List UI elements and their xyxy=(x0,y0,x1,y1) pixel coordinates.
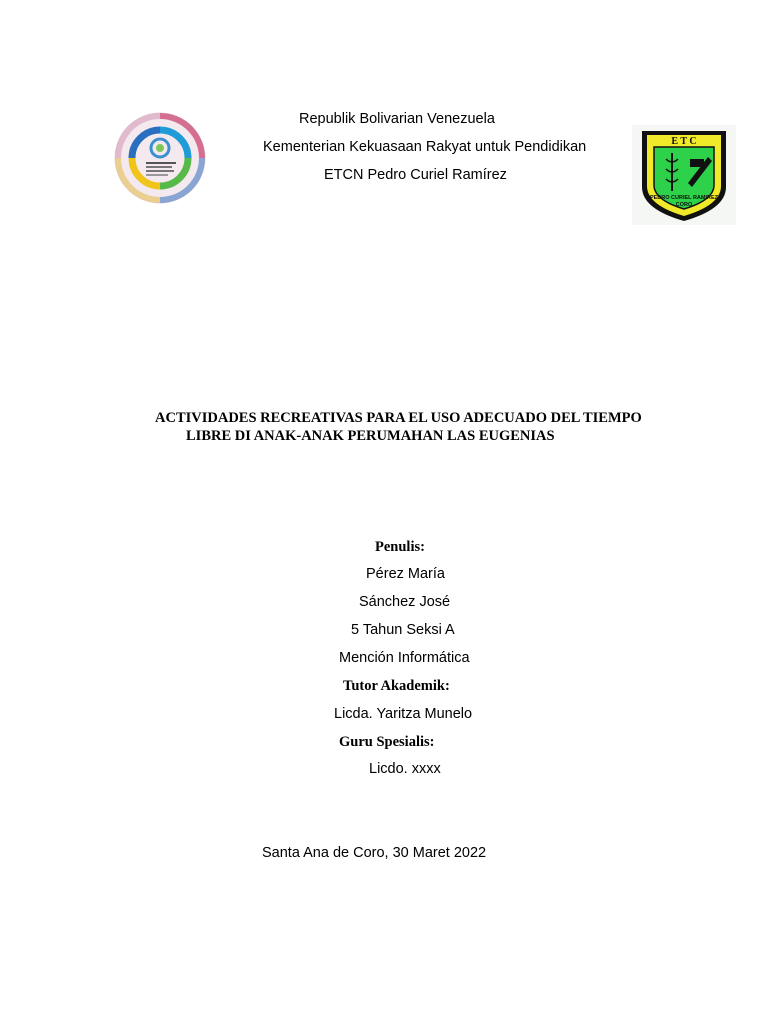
author-name-1: Pérez María xyxy=(366,566,445,582)
grade-section: 5 Tahun Seksi A xyxy=(351,622,455,638)
mention: Mención Informática xyxy=(339,650,470,666)
school-crest-icon xyxy=(632,125,736,225)
teacher-name: Licdo. xxxx xyxy=(369,761,441,777)
tutor-label: Tutor Akademik: xyxy=(343,678,450,694)
title-line-1: ACTIVIDADES RECREATIVAS PARA EL USO ADECUADO DEL TIEMPO xyxy=(155,410,642,426)
title-line-2: LIBRE DI ANAK-ANAK PERUMAHAN LAS EUGENIAS xyxy=(186,428,555,444)
tutor-name: Licda. Yaritza Munelo xyxy=(334,706,473,722)
school-heading: ETCN Pedro Curiel Ramírez xyxy=(324,167,507,183)
authors-label: Penulis: xyxy=(375,539,425,555)
crest-city: CORO xyxy=(675,202,693,208)
crest-letters: E T C xyxy=(671,136,697,147)
ministry-heading: Kementerian Kekuasaan Rakyat untuk Pendidikan xyxy=(263,139,587,155)
teacher-label: Guru Spesialis: xyxy=(339,734,435,750)
ministry-logo-icon xyxy=(112,110,208,206)
place-date: Santa Ana de Coro, 30 Maret 2022 xyxy=(262,845,487,861)
author-name-2: Sánchez José xyxy=(359,594,451,610)
crest-motto: PEDRO CURIEL RAMIREZ xyxy=(649,195,719,201)
country-heading: Republik Bolivarian Venezuela xyxy=(299,111,495,127)
